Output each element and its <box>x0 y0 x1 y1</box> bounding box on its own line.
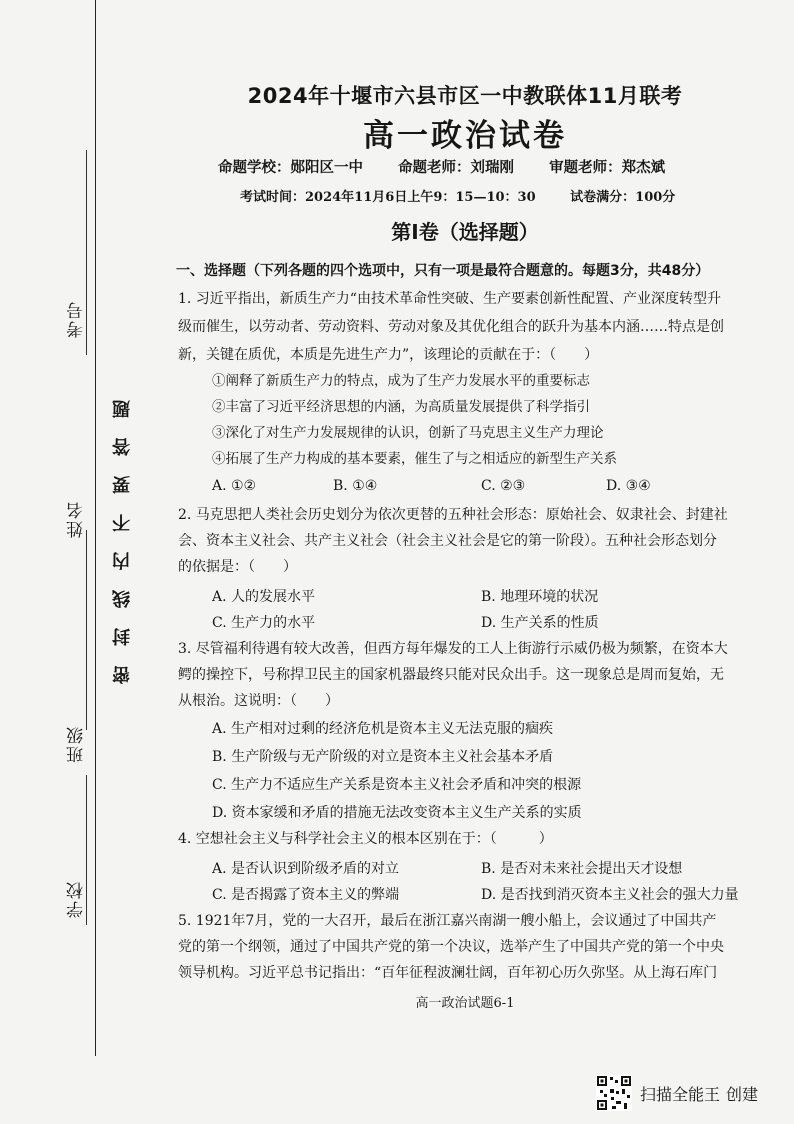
school-label: 学校 <box>67 880 87 918</box>
q2-option-b: B. 地理环境的状况 <box>481 589 599 605</box>
section-instruction: 一、选择题（下列各题的四个选项中，只有一项是最符合题意的。每题3分，共48分） <box>176 263 710 279</box>
q3-stem-line-1: 3. 尽管福利待遇有较大改善，但西方每年爆发的工人上街游行示威仍极为频繁，在资本大 <box>178 641 728 657</box>
q3-option-a: A. 生产相对过剩的经济危机是资本主义无法克服的痼疾 <box>212 721 554 737</box>
scanner-watermark <box>640 1082 758 1105</box>
q3-stem-line-2: 鳄的操控下，号称捍卫民主的国家机器最终只能对民众出手。这一现象总是周而复始，无 <box>178 667 724 683</box>
q3-option-b: B. 生产阶级与无产阶级的对立是资本主义社会基本矛盾 <box>212 749 554 765</box>
name-label: 姓名 <box>67 500 87 538</box>
q1-statement-2: ②丰富了习近平经济思想的内涵，为高质量发展提供了科学指引 <box>212 399 590 415</box>
exam-time: 考试时间：2024年11月6日上午9：15—10：30 <box>240 190 536 205</box>
q2-stem-line-2: 会、资本主义社会、共产主义社会（社会主义社会是它的第一阶段）。五种社会形态划分 <box>178 533 717 549</box>
q3-option-d: D. 资本家缓和矛盾的措施无法改变资本主义生产关系的实质 <box>212 805 582 821</box>
class-label: 班级 <box>67 725 87 763</box>
q3-option-c: C. 生产力不适应生产关系是资本主义社会矛盾和冲突的根源 <box>212 777 582 793</box>
class-line <box>86 530 87 730</box>
q1-option-d: D. ③④ <box>606 478 651 494</box>
q5-stem-line-2: 党的第一个纲领，通过了中国共产党的第一个决议，选举产生了中国共产党的第一个中央 <box>178 939 724 955</box>
seal-notice: 密封线内不要答题 <box>112 380 133 684</box>
q2-stem-line-1: 2. 马克思把人类社会历史划分为依次更替的五种社会形态：原始社会、奴隶社会、封建社 <box>178 507 728 523</box>
q4-option-c: C. 是否揭露了资本主义的弊端 <box>212 887 400 903</box>
q2-option-d: D. 生产关系的性质 <box>481 615 599 631</box>
q1-stem-line-3: 新，关键在质优，本质是先进生产力”，该理论的贡献在于：（ ） <box>178 347 599 363</box>
exam-number-label: 考号 <box>67 300 87 338</box>
scanner-action: 创建 <box>726 1085 759 1104</box>
binding-border-line <box>95 0 96 1056</box>
q4-option-d: D. 是否找到消灭资本主义社会的强大力量 <box>481 887 739 903</box>
page-footer: 高一政治试题6-1 <box>415 996 515 1011</box>
author-line <box>218 156 695 177</box>
author-info: 命题老师：刘瑞刚 <box>398 160 515 176</box>
q3-stem-line-3: 从根治。这说明：（ ） <box>178 693 339 709</box>
q4-option-a: A. 是否认识到阶级矛盾的对立 <box>212 861 400 877</box>
q1-statement-1: ①阐释了新质生产力的特点，成为了生产力发展水平的重要标志 <box>212 373 590 389</box>
q2-option-a: A. 人的发展水平 <box>212 589 316 605</box>
q1-option-a: A. ①② <box>212 478 257 494</box>
q2-option-c: C. 生产力的水平 <box>212 615 316 631</box>
qr-code-icon <box>596 1075 632 1111</box>
q5-stem-line-3: 领导机构。习近平总书记指出：“百年征程波澜壮阔，百年初心历久弥坚。从上海石库门 <box>178 965 718 981</box>
q4-option-b: B. 是否对未来社会提出天才设想 <box>481 861 683 877</box>
q1-option-b: B. ①④ <box>333 478 378 494</box>
reviewer-info: 审题老师：郑杰斌 <box>549 160 666 176</box>
exam-meta <box>240 186 675 205</box>
q1-stem-line-2: 级而催生，以劳动者、劳动资料、劳动对象及其优化组合的跃升为基本内涵……特点是创 <box>178 319 724 335</box>
total-score: 试卷满分：100分 <box>570 190 676 205</box>
q2-stem-line-3: 的依据是：（ ） <box>178 559 297 575</box>
q1-stem-line-1: 1. 习近平指出，新质生产力“由技术革命性突破、生产要素创新性配置、产业深度转型升 <box>178 291 721 307</box>
q4-stem: 4. 空想社会主义与科学社会主义的根本区别在于：（ ） <box>178 831 553 847</box>
section-title: 第I卷（选择题） <box>391 220 539 244</box>
school-info: 命题学校：郧阳区一中 <box>218 160 363 176</box>
scanner-app-name: 扫描全能王 <box>640 1085 721 1104</box>
q1-option-c: C. ②③ <box>481 478 526 494</box>
q1-statement-4: ④拓展了生产力构成的基本要素，催生了与之相适应的新型生产关系 <box>212 451 617 467</box>
exam-title: 2024年十堰市六县市区一中教联体11月联考 <box>247 84 683 108</box>
q1-statement-3: ③深化了对生产力发展规律的认识，创新了马克思主义生产力理论 <box>212 425 604 441</box>
q5-stem-line-1: 5. 1921年7月，党的一大召开，最后在浙江嘉兴南湖一艘小船上，会议通过了中国共产 <box>178 913 717 929</box>
paper-title: 高一政治试卷 <box>363 118 567 154</box>
